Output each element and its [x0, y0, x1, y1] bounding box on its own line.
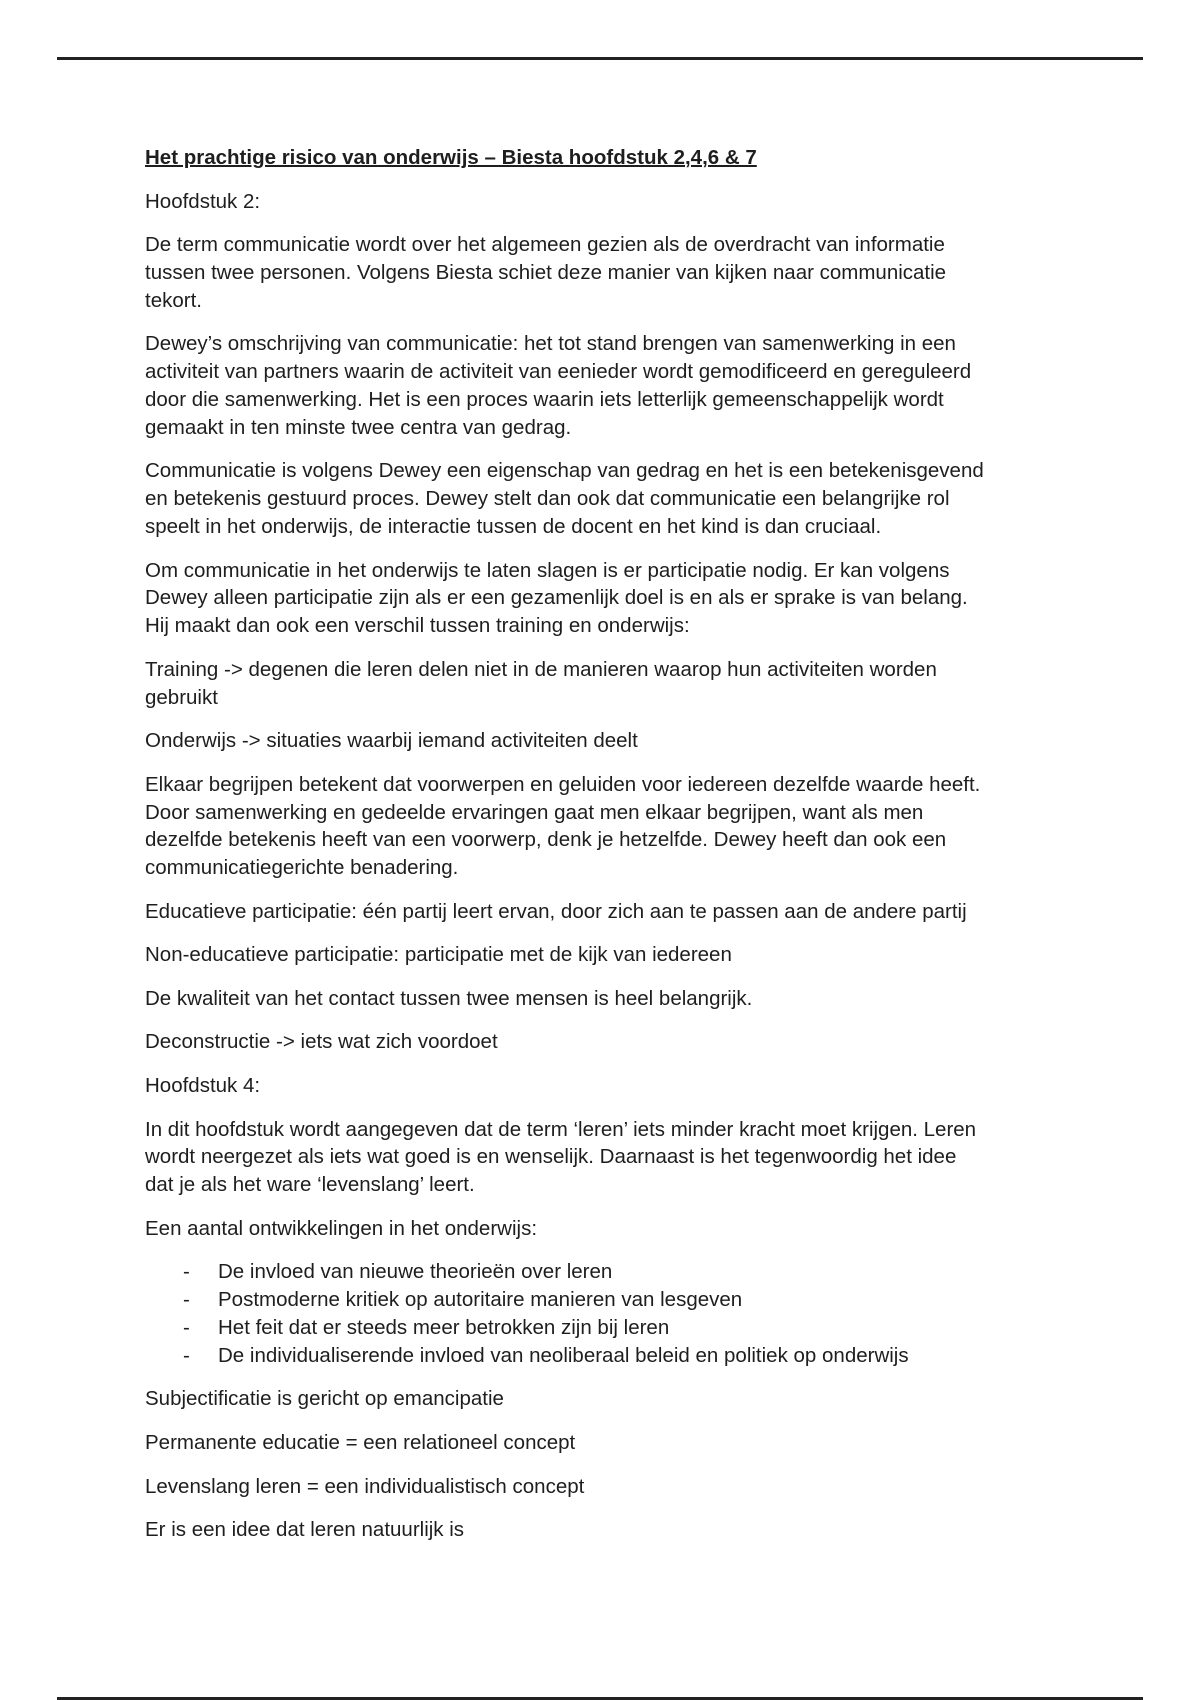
bullet-dash-icon: -	[183, 1260, 190, 1284]
text-line: speelt in het onderwijs, de interactie tussen de docent en het kind is dan cruciaal.	[145, 514, 882, 538]
paragraph	[145, 1385, 1125, 1413]
text-line: wordt neergezet als iets wat goed is en wenselijk. Daarnaast is het tegenwoordig het idee	[145, 1145, 957, 1169]
list-item	[145, 1258, 1125, 1286]
paragraph	[145, 727, 1125, 755]
text-line: Dewey alleen participatie zijn als er een gezamenlijk doel is en als er sprake is van belang.	[145, 586, 968, 610]
document-body	[145, 144, 1125, 1560]
text-line: door die samenwerking. Het is een proces waarin iets letterlijk gemeenschappelijk wordt	[145, 387, 944, 411]
text-line: dezelfde betekenis heeft van een voorwerp, denk je hetzelfde. Dewey heeft dan ook een	[145, 828, 947, 852]
text-line: Om communicatie in het onderwijs te laten slagen is er participatie nodig. Er kan volgens	[145, 558, 950, 582]
paragraph	[145, 330, 1125, 441]
text-line: en betekenis gestuurd proces. Dewey stelt dan ook dat communicatie een belangrijke rol	[145, 487, 950, 511]
list-item-text: Postmoderne kritiek op autoritaire manieren van lesgeven	[218, 1288, 743, 1312]
text-line: gemaakt in ten minste twee centra van gedrag.	[145, 415, 572, 439]
text-line: tussen twee personen. Volgens Biesta schiet deze manier van kijken naar communicatie	[145, 260, 947, 284]
text-line: Training -> degenen die leren delen niet in de manieren waarop hun activiteiten worden	[145, 657, 937, 681]
list-item-text: Het feit dat er steeds meer betrokken zijn bij leren	[218, 1316, 670, 1340]
text-line: Een aantal ontwikkelingen in het onderwijs:	[145, 1216, 538, 1240]
text-line: Hij maakt dan ook een verschil tussen training en onderwijs:	[145, 614, 690, 638]
text-line: Hoofdstuk 4:	[145, 1074, 261, 1098]
text-line: Elkaar begrijpen betekent dat voorwerpen en geluiden voor iedereen dezelfde waarde heeft.	[145, 772, 981, 796]
text-line: communicatiegerichte benadering.	[145, 856, 459, 880]
text-line: Levenslang leren = een individualistisch concept	[145, 1474, 585, 1498]
text-line: Communicatie is volgens Dewey een eigenschap van gedrag en het is een betekenisgevend	[145, 459, 984, 483]
paragraph	[145, 898, 1125, 926]
text-line: Dewey’s omschrijving van communicatie: het tot stand brengen van samenwerking in een	[145, 332, 956, 356]
chapter-heading	[145, 1072, 1125, 1100]
text-line: Onderwijs -> situaties waarbij iemand activiteiten deelt	[145, 729, 638, 753]
list-item	[145, 1342, 1125, 1370]
list-item-text: De invloed van nieuwe theorieën over leren	[218, 1260, 613, 1284]
text-line: De term communicatie wordt over het algemeen gezien als de overdracht van informatie	[145, 233, 945, 257]
bullet-dash-icon: -	[183, 1288, 190, 1312]
chapter-heading	[145, 188, 1125, 216]
text-line: Permanente educatie = een relationeel concept	[145, 1431, 576, 1455]
text-line: Hoofdstuk 2:	[145, 189, 261, 213]
paragraph	[145, 1473, 1125, 1501]
text-line: Er is een idee dat leren natuurlijk is	[145, 1518, 465, 1542]
list-item	[145, 1286, 1125, 1314]
bullet-dash-icon: -	[183, 1343, 190, 1367]
document-title: Het prachtige risico van onderwijs – Biesta hoofdstuk 2,4,6 & 7	[145, 146, 757, 169]
text-line: Educatieve participatie: één partij leert ervan, door zich aan te passen aan de andere partij	[145, 899, 967, 923]
text-line: Door samenwerking en gedeelde ervaringen gaat men elkaar begrijpen, want als men	[145, 800, 924, 824]
text-line: tekort.	[145, 288, 202, 312]
paragraph	[145, 457, 1125, 540]
paragraph	[145, 1028, 1125, 1056]
paragraph	[145, 1116, 1125, 1199]
list-item-text: De individualiserende invloed van neoliberaal beleid en politiek op onderwijs	[218, 1343, 909, 1367]
paragraph	[145, 1215, 1125, 1243]
text-line: De kwaliteit van het contact tussen twee mensen is heel belangrijk.	[145, 986, 753, 1010]
bullet-dash-icon: -	[183, 1316, 190, 1340]
paragraph	[145, 656, 1125, 712]
paragraph	[145, 771, 1125, 882]
text-line: Deconstructie -> iets wat zich voordoet	[145, 1030, 498, 1054]
paragraph	[145, 1429, 1125, 1457]
text-line: Subjectificatie is gericht op emancipatie	[145, 1387, 504, 1411]
bullet-list	[145, 1258, 1125, 1369]
paragraph	[145, 941, 1125, 969]
list-item	[145, 1314, 1125, 1342]
paragraph	[145, 557, 1125, 640]
text-line: dat je als het ware ‘levenslang’ leert.	[145, 1173, 475, 1197]
text-line: gebruikt	[145, 685, 218, 709]
paragraph	[145, 985, 1125, 1013]
text-line: In dit hoofdstuk wordt aangegeven dat de term ‘leren’ iets minder kracht moet krijgen. Leren	[145, 1117, 977, 1141]
paragraph	[145, 1516, 1125, 1544]
text-line: activiteit van partners waarin de activiteit van eenieder wordt gemodificeerd en gereguleerd	[145, 360, 972, 384]
text-line: Non-educatieve participatie: participatie met de kijk van iedereen	[145, 943, 732, 967]
header-rule	[57, 57, 1143, 60]
paragraph	[145, 231, 1125, 314]
